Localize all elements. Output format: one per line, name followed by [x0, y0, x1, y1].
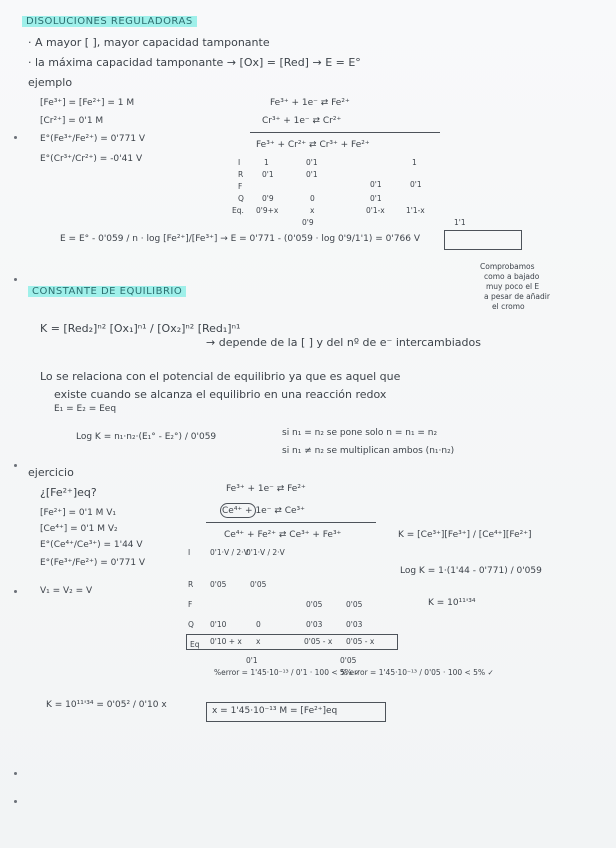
section-title-disoluciones: DISOLUCIONES REGULADORAS — [22, 14, 197, 28]
ice2-cell: 0'05 - x — [304, 637, 333, 646]
ice1-cell: 0'1 — [370, 180, 382, 189]
ice2-cell: 0'10 + x — [210, 637, 242, 646]
note-line: Comprobamos — [480, 262, 535, 271]
ex-k-final: K = 10¹¹'³⁴ = 0'05² / 0'10 x — [46, 700, 167, 710]
ice1-cell: 0'1 — [306, 170, 318, 179]
ex-data-ce: [Ce⁴⁺] = 0'1 M V₂ — [40, 524, 118, 534]
ice1-cell: 0'1-x — [366, 206, 385, 215]
error-check-1: %error = 1'45·10⁻¹³ / 0'1 · 100 < 5% ✓ — [214, 668, 361, 677]
note-line: el cromo — [492, 302, 525, 311]
ex-data-e0-ce: E°(Ce⁴⁺/Ce³⁺) = 1'44 V — [40, 540, 143, 550]
ice2-row-eq: Eq — [190, 640, 200, 649]
ice2-cell: 0'10 — [210, 620, 227, 629]
ice2-cell: 0'05 — [346, 600, 363, 609]
label-ejemplo: ejemplo — [28, 76, 73, 89]
error-check-2: % error = 1'45·10⁻¹³ / 0'05 · 100 < 5% ✓ — [340, 668, 494, 677]
ex-data-volumes: V₁ = V₂ = V — [40, 586, 93, 596]
ice2-initial-ce: 0'1·V / 2·V — [210, 548, 249, 557]
nernst-result-box — [444, 230, 522, 250]
margin-dot — [14, 278, 17, 281]
para-line-1: Lo se relaciona con el potencial de equilibrio ya que es aquel que — [40, 370, 401, 383]
ice1-cell: 1 — [412, 158, 417, 167]
ice1-cell: 0 — [310, 194, 315, 203]
equilibrium-constant-expression: K = [Red₂]ⁿ² [Ox₁]ⁿ¹ / [Ox₂]ⁿ² [Red₁]ⁿ¹ — [40, 322, 241, 335]
para-line-2: existe cuando se alcanza el equilibrio en una reacción redox — [54, 388, 387, 401]
ex-reaction-divider — [206, 522, 376, 523]
ex-data-e0-fe: E°(Fe³⁺/Fe²⁺) = 0'771 V — [40, 558, 146, 568]
margin-dot — [14, 590, 17, 593]
depends-on-note: → depende de la [ ] y del nº de e⁻ intercambiados — [206, 336, 481, 349]
ice1-cell: 1'1-x — [406, 206, 425, 215]
ice2-cell: 0'05 — [250, 580, 267, 589]
ice2-cell: 0'05 — [210, 580, 227, 589]
ice1-row-r: R — [238, 170, 244, 179]
ice2-cell: x — [256, 637, 261, 646]
label-ejercicio: ejercicio — [28, 466, 74, 479]
note-line: muy poco el E — [486, 282, 540, 291]
ice2-row-r: R — [188, 580, 194, 589]
ice2-cell: 0'03 — [306, 620, 323, 629]
section-title-constante: CONSTANTE DE EQUILIBRIO — [28, 284, 186, 298]
ice1-approx-11: 1'1 — [454, 218, 466, 227]
data-e0-cr: E°(Cr³⁺/Cr²⁺) = -0'41 V — [40, 154, 143, 164]
ice1-cell: 0'1 — [306, 158, 318, 167]
ice2-row-q: Q — [188, 620, 194, 629]
ice2-row-i: I — [188, 548, 191, 557]
ice2-cell: 0 — [256, 620, 261, 629]
ex-log-k: Log K = 1·(1'44 - 0'771) / 0'059 — [400, 566, 542, 576]
ice2-cell: 0'03 — [346, 620, 363, 629]
log-k-formula: Log K = n₁·n₂·(E₁° - E₂°) / 0'059 — [76, 432, 217, 442]
para-line-3: E₁ = E₂ = Eeq — [54, 404, 117, 414]
ice1-row-q: Q — [238, 194, 244, 203]
data-cr-concentration: [Cr²⁺] = 0'1 M — [40, 116, 104, 126]
ice1-approx-09: 0'9 — [302, 218, 314, 227]
note-line: como a bajado — [484, 272, 540, 281]
ice1-row-f: F — [238, 182, 243, 191]
half-reaction-cr: Cr³⁺ + 1e⁻ ⇄ Cr²⁺ — [262, 116, 342, 126]
note-line: a pesar de añadir — [484, 292, 550, 301]
ice2-cell: 0'05 — [306, 600, 323, 609]
exercise-question: ¿[Fe²⁺]eq? — [40, 486, 97, 499]
data-fe-concentration: [Fe³⁺] = [Fe²⁺] = 1 M — [40, 98, 135, 108]
ice2-approx-005: 0'05 — [340, 656, 357, 665]
ice1-cell: 0'1 — [410, 180, 422, 189]
ice2-row-f: F — [188, 600, 193, 609]
ice2-cell: 0'05 - x — [346, 637, 375, 646]
ex-k-value: K = 10¹¹'³⁴ — [428, 598, 476, 608]
margin-dot — [14, 772, 17, 775]
ice1-cell: 0'9+x — [256, 206, 279, 215]
ex-data-fe: [Fe²⁺] = 0'1 M V₁ — [40, 508, 117, 518]
margin-dot — [14, 800, 17, 803]
ex-global-reaction: Ce⁴⁺ + Fe²⁺ ⇄ Ce³⁺ + Fe³⁺ — [224, 530, 342, 540]
rule-equal-n: si n₁ = n₂ se pone solo n = n₁ = n₂ — [282, 428, 438, 438]
margin-dot — [14, 136, 17, 139]
ice1-cell: 1 — [264, 158, 269, 167]
ice1-cell: 0'9 — [262, 194, 274, 203]
data-e0-fe: E°(Fe³⁺/Fe²⁺) = 0'771 V — [40, 134, 146, 144]
ex-result: x = 1'45·10⁻¹³ M = [Fe²⁺]eq — [212, 706, 338, 716]
reaction-divider — [250, 132, 440, 133]
half-reaction-fe: Fe³⁺ + 1e⁻ ⇄ Fe²⁺ — [270, 98, 350, 108]
ice1-cell: 0'1 — [370, 194, 382, 203]
global-reaction-fe-cr: Fe³⁺ + Cr²⁺ ⇄ Cr³⁺ + Fe²⁺ — [256, 140, 370, 150]
ice1-row-eq: Eq. — [232, 206, 244, 215]
margin-dot — [14, 464, 17, 467]
ex-half-reaction-ce: Ce⁴⁺ + 1e⁻ ⇄ Ce³⁺ — [222, 506, 305, 516]
nernst-equation: E = E° - 0'059 / n · log [Fe²⁺]/[Fe³⁺] → E = 0'771 - (0'059 · log 0'9/1'1) = 0'766 V — [60, 234, 421, 244]
ex-k-expression: K = [Ce³⁺][Fe³⁺] / [Ce⁴⁺][Fe²⁺] — [398, 530, 532, 540]
ice1-cell: x — [310, 206, 315, 215]
rule-different-n: si n₁ ≠ n₂ se multiplican ambos (n₁·n₂) — [282, 446, 455, 456]
ice1-row-i: I — [238, 158, 241, 167]
ce-circle — [220, 503, 256, 518]
bullet-mayor-concentracion: · A mayor [ ], mayor capacidad tamponante — [28, 36, 270, 49]
bullet-maxima-capacidad: · la máxima capacidad tamponante → [Ox] = [Red] → E = E° — [28, 56, 361, 69]
ice2-approx-01: 0'1 — [246, 656, 258, 665]
ice1-cell: 0'1 — [262, 170, 274, 179]
ex-half-reaction-fe: Fe³⁺ + 1e⁻ ⇄ Fe²⁺ — [226, 484, 306, 494]
ice2-initial-fe: 0'1·V / 2·V — [246, 548, 285, 557]
